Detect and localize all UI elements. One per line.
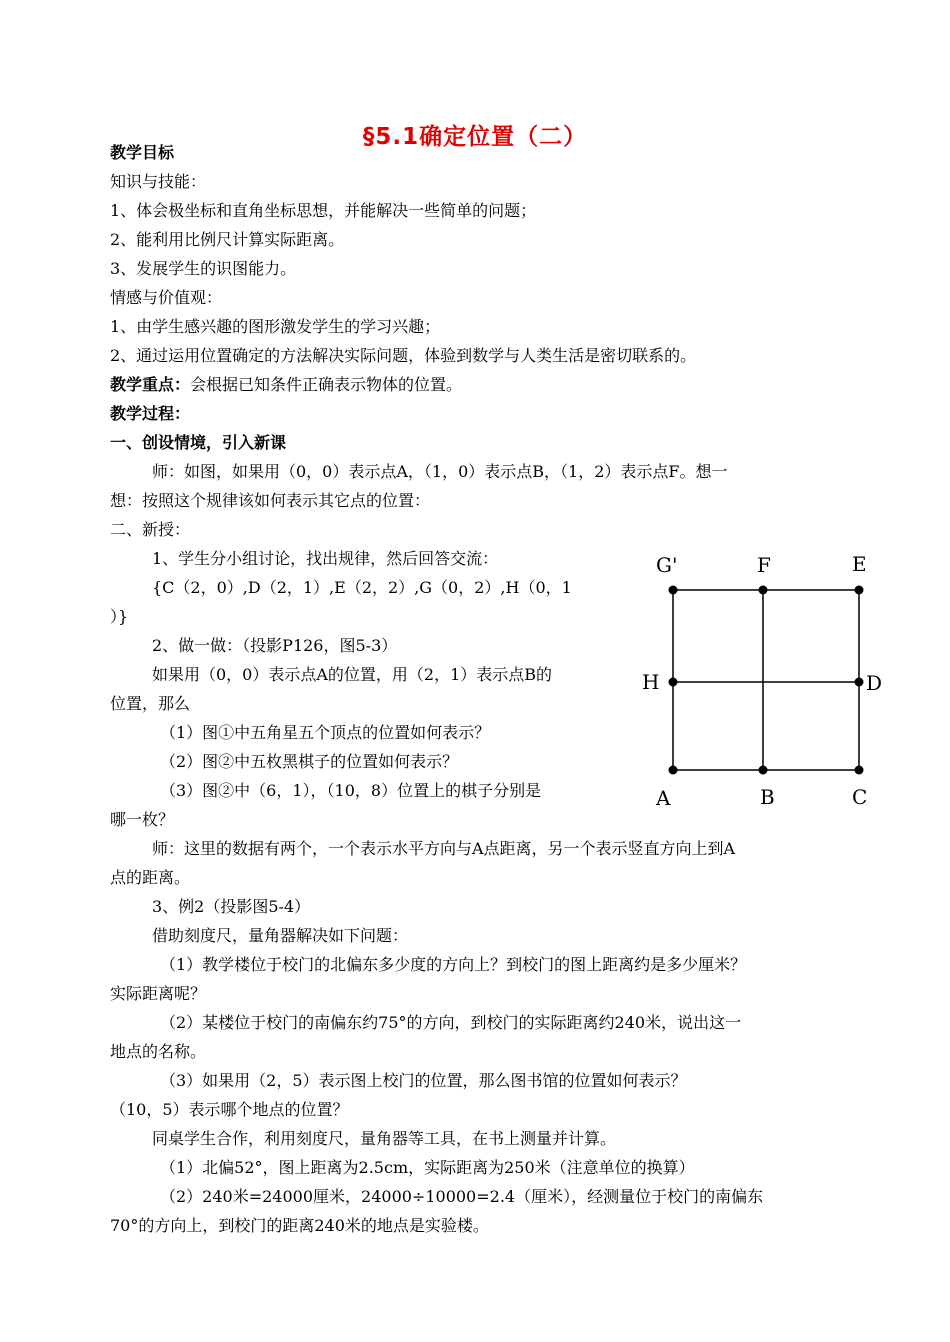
text-line: 知识与技能： bbox=[110, 172, 207, 191]
text-line: 3、发展学生的识图能力。 bbox=[110, 259, 297, 278]
point-b bbox=[759, 766, 768, 775]
grid-figure bbox=[636, 548, 896, 818]
point-a bbox=[669, 766, 678, 775]
text-line: 哪一枚？ bbox=[110, 810, 175, 829]
text-line: 如果用（0，0）表示点A的位置，用（2，1）表示点B的 bbox=[152, 665, 553, 684]
text-line: 3、例2（投影图5-4） bbox=[152, 897, 311, 916]
point-e bbox=[855, 586, 864, 595]
grid-points bbox=[669, 586, 864, 775]
label-g: G' bbox=[656, 553, 678, 577]
point-c bbox=[855, 766, 864, 775]
text-line: 点的距离。 bbox=[110, 868, 191, 887]
text-line: 1、体会极坐标和直角坐标思想，并能解决一些简单的问题； bbox=[110, 201, 537, 220]
text-line: 情感与价值观： bbox=[110, 288, 223, 307]
grid-lines bbox=[673, 590, 859, 770]
text-line: {C（2，0）,D（2，1）,E（2，2）,G（0，2）,H（0，1 bbox=[152, 578, 572, 597]
text-line: （10，5）表示哪个地点的位置？ bbox=[110, 1100, 349, 1119]
text-line: 2、能利用比例尺计算实际距离。 bbox=[110, 230, 345, 249]
point-g bbox=[669, 586, 678, 595]
label-a: A bbox=[656, 786, 671, 810]
text-line: 实际距离呢？ bbox=[110, 984, 207, 1003]
text-line: 70°的方向上，到校门的距离240米的地点是实验楼。 bbox=[110, 1216, 489, 1235]
text-line: 同桌学生合作，利用刻度尺，量角器等工具，在书上测量并计算。 bbox=[152, 1129, 617, 1148]
point-d bbox=[855, 678, 864, 687]
point-f bbox=[759, 586, 768, 595]
text-line: 师：这里的数据有两个，一个表示水平方向与A点距离，另一个表示竖直方向上到A bbox=[152, 839, 736, 858]
label-f: F bbox=[757, 553, 771, 577]
text-line: 1、由学生感兴趣的图形激发学生的学习兴趣； bbox=[110, 317, 441, 336]
label-d: D bbox=[866, 671, 883, 695]
grid-outline bbox=[673, 590, 859, 770]
label-h: H bbox=[642, 670, 660, 694]
text-line: 教学过程： bbox=[110, 404, 191, 423]
text-line: 位置，那么 bbox=[110, 694, 191, 713]
text-line: ）} bbox=[110, 607, 129, 626]
text-line: 二、新授： bbox=[110, 520, 191, 539]
text-line: 师：如图，如果用（0，0）表示点A，（1，0）表示点B，（1，2）表示点F。想一 bbox=[152, 462, 728, 481]
text-line: （3）图②中（6，1），（10，8）位置上的棋子分别是 bbox=[160, 781, 542, 800]
text-line: （1）教学楼位于校门的北偏东多少度的方向上？到校门的图上距离约是多少厘米？ bbox=[160, 955, 747, 974]
label-e: E bbox=[852, 552, 867, 576]
text-line: 2、通过运用位置确定的方法解决实际问题，体验到数学与人类生活是密切联系的。 bbox=[110, 346, 697, 365]
text-line: 2、做一做：（投影P126，图5-3） bbox=[152, 636, 398, 655]
point-h bbox=[669, 678, 678, 687]
text-line: 想：按照这个规律该如何表示其它点的位置： bbox=[110, 491, 431, 510]
text-line: 教学目标 bbox=[110, 143, 175, 162]
text-line: （1）北偏52°，图上距离为2.5cm，实际距离为250米（注意单位的换算） bbox=[160, 1158, 695, 1177]
label-c: C bbox=[852, 785, 868, 809]
text-line: （2）图②中五枚黑棋子的位置如何表示？ bbox=[160, 752, 459, 771]
text-line: （2）某楼位于校门的南偏东约75°的方向，到校门的实际距离约240米，说出这一 bbox=[160, 1013, 742, 1032]
text-line: （3）如果用（2，5）表示图上校门的位置，那么图书馆的位置如何表示？ bbox=[160, 1071, 687, 1090]
page-title: §5.1确定位置（二） bbox=[362, 124, 588, 150]
label-b: B bbox=[760, 785, 775, 809]
text-line: 1、学生分小组讨论，找出规律，然后回答交流： bbox=[152, 549, 499, 568]
text-line: 借助刻度尺，量角器解决如下问题： bbox=[152, 926, 409, 945]
text-line: （2）240米=24000厘米，24000÷10000=2.4（厘米），经测量位于校门的南偏东 bbox=[160, 1187, 764, 1206]
bold-label: 教学重点： bbox=[110, 375, 191, 394]
line-text: 会根据已知条件正确表示物体的位置。 bbox=[190, 375, 463, 394]
text-line bbox=[110, 375, 462, 395]
text-line: （1）图①中五角星五个顶点的位置如何表示？ bbox=[160, 723, 491, 742]
text-line: 地点的名称。 bbox=[110, 1042, 207, 1061]
text-line: 一、创设情境，引入新课 bbox=[110, 433, 287, 452]
